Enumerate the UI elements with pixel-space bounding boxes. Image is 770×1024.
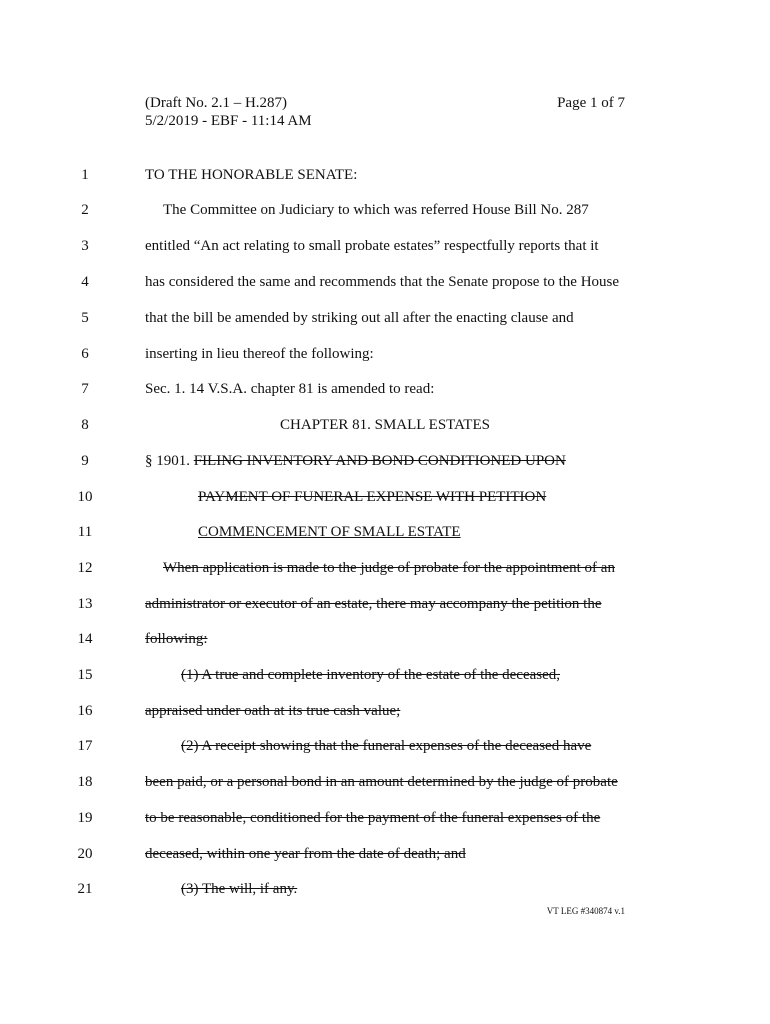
document-line <box>0 771 770 793</box>
chapter-heading: CHAPTER 81. SMALL ESTATES <box>280 417 490 433</box>
line-number: 8 <box>81 417 89 433</box>
line-text: entitled “An act relating to small probate estates” respectfully reports that it <box>145 238 599 254</box>
line-text: The Committee on Judiciary to which was referred House Bill No. 287 <box>163 202 589 218</box>
document-line <box>0 807 770 829</box>
line-number: 17 <box>77 738 93 754</box>
document-line <box>0 628 770 650</box>
document-line <box>0 414 770 436</box>
line-text: has considered the same and recommends that the Senate propose to the House <box>145 274 620 290</box>
line-number: 18 <box>77 774 93 790</box>
line-text: that the bill be amended by striking out all after the enacting clause and <box>145 310 574 326</box>
document-line <box>0 557 770 579</box>
line-text: Sec. 1. 14 V.S.A. chapter 81 is amended to read: <box>145 381 435 397</box>
line-number: 11 <box>77 524 93 540</box>
document-line <box>0 343 770 365</box>
document-line <box>0 700 770 722</box>
deleted-text: deceased, within one year from the date of death; and <box>145 846 466 862</box>
line-text: inserting in lieu thereof the following: <box>145 346 374 362</box>
document-line <box>0 878 770 900</box>
line-number: 7 <box>81 381 89 397</box>
line-number: 20 <box>77 846 93 862</box>
document-line <box>0 199 770 221</box>
line-number: 12 <box>77 560 93 576</box>
draft-header <box>145 94 312 130</box>
line-number: 14 <box>77 631 93 647</box>
document-line <box>0 486 770 508</box>
line-number: 4 <box>81 274 89 290</box>
line-number: 9 <box>81 453 89 469</box>
deleted-text: (1) A true and complete inventory of the estate of the deceased, <box>181 667 561 683</box>
deleted-text: (3) The will, if any. <box>181 881 298 897</box>
document-line <box>0 450 770 472</box>
line-number: 13 <box>77 596 93 612</box>
draft-date: 5/2/2019 - EBF - 11:14 AM <box>145 113 312 129</box>
document-id-footer: VT LEG #340874 v.1 <box>546 906 625 916</box>
document-line <box>0 521 770 543</box>
line-number: 21 <box>77 881 93 897</box>
document-line <box>0 307 770 329</box>
line-number: 16 <box>77 703 93 719</box>
document-line <box>0 593 770 615</box>
line-number: 1 <box>81 167 89 183</box>
line-text: TO THE HONORABLE SENATE: <box>145 167 358 183</box>
deleted-text: FILING INVENTORY AND BOND CONDITIONED UPON <box>193 453 566 469</box>
deleted-text: appraised under oath at its true cash value; <box>145 703 401 719</box>
document-line <box>0 164 770 186</box>
line-number: 2 <box>81 202 89 218</box>
deleted-text: When application is made to the judge of probate for the appointment of an <box>163 560 615 576</box>
deleted-text: been paid, or a personal bond in an amount determined by the judge of probate <box>145 774 618 790</box>
deleted-text: to be reasonable, conditioned for the payment of the funeral expenses of the <box>145 810 601 826</box>
line-number: 10 <box>77 489 93 505</box>
line-number: 19 <box>77 810 93 826</box>
document-line <box>0 235 770 257</box>
line-number: 6 <box>81 346 89 362</box>
document-line <box>0 664 770 686</box>
document-line <box>0 271 770 293</box>
line-number: 5 <box>81 310 89 326</box>
line-number: 15 <box>77 667 93 683</box>
draft-number: (Draft No. 2.1 – H.287) <box>145 95 288 111</box>
deleted-text: (2) A receipt showing that the funeral expenses of the deceased have <box>181 738 592 754</box>
deleted-text: PAYMENT OF FUNERAL EXPENSE WITH PETITION <box>198 489 547 505</box>
inserted-text: COMMENCEMENT OF SMALL ESTATE <box>198 524 461 540</box>
deleted-text: administrator or executor of an estate, there may accompany the petition the <box>145 596 602 612</box>
section-symbol: § 1901. <box>145 453 194 469</box>
deleted-text: following: <box>145 631 208 647</box>
document-line <box>0 735 770 757</box>
document-line <box>0 378 770 400</box>
page-number: Page 1 of 7 <box>557 95 625 111</box>
line-number: 3 <box>81 238 89 254</box>
line-text <box>145 450 630 472</box>
document-line <box>0 843 770 865</box>
